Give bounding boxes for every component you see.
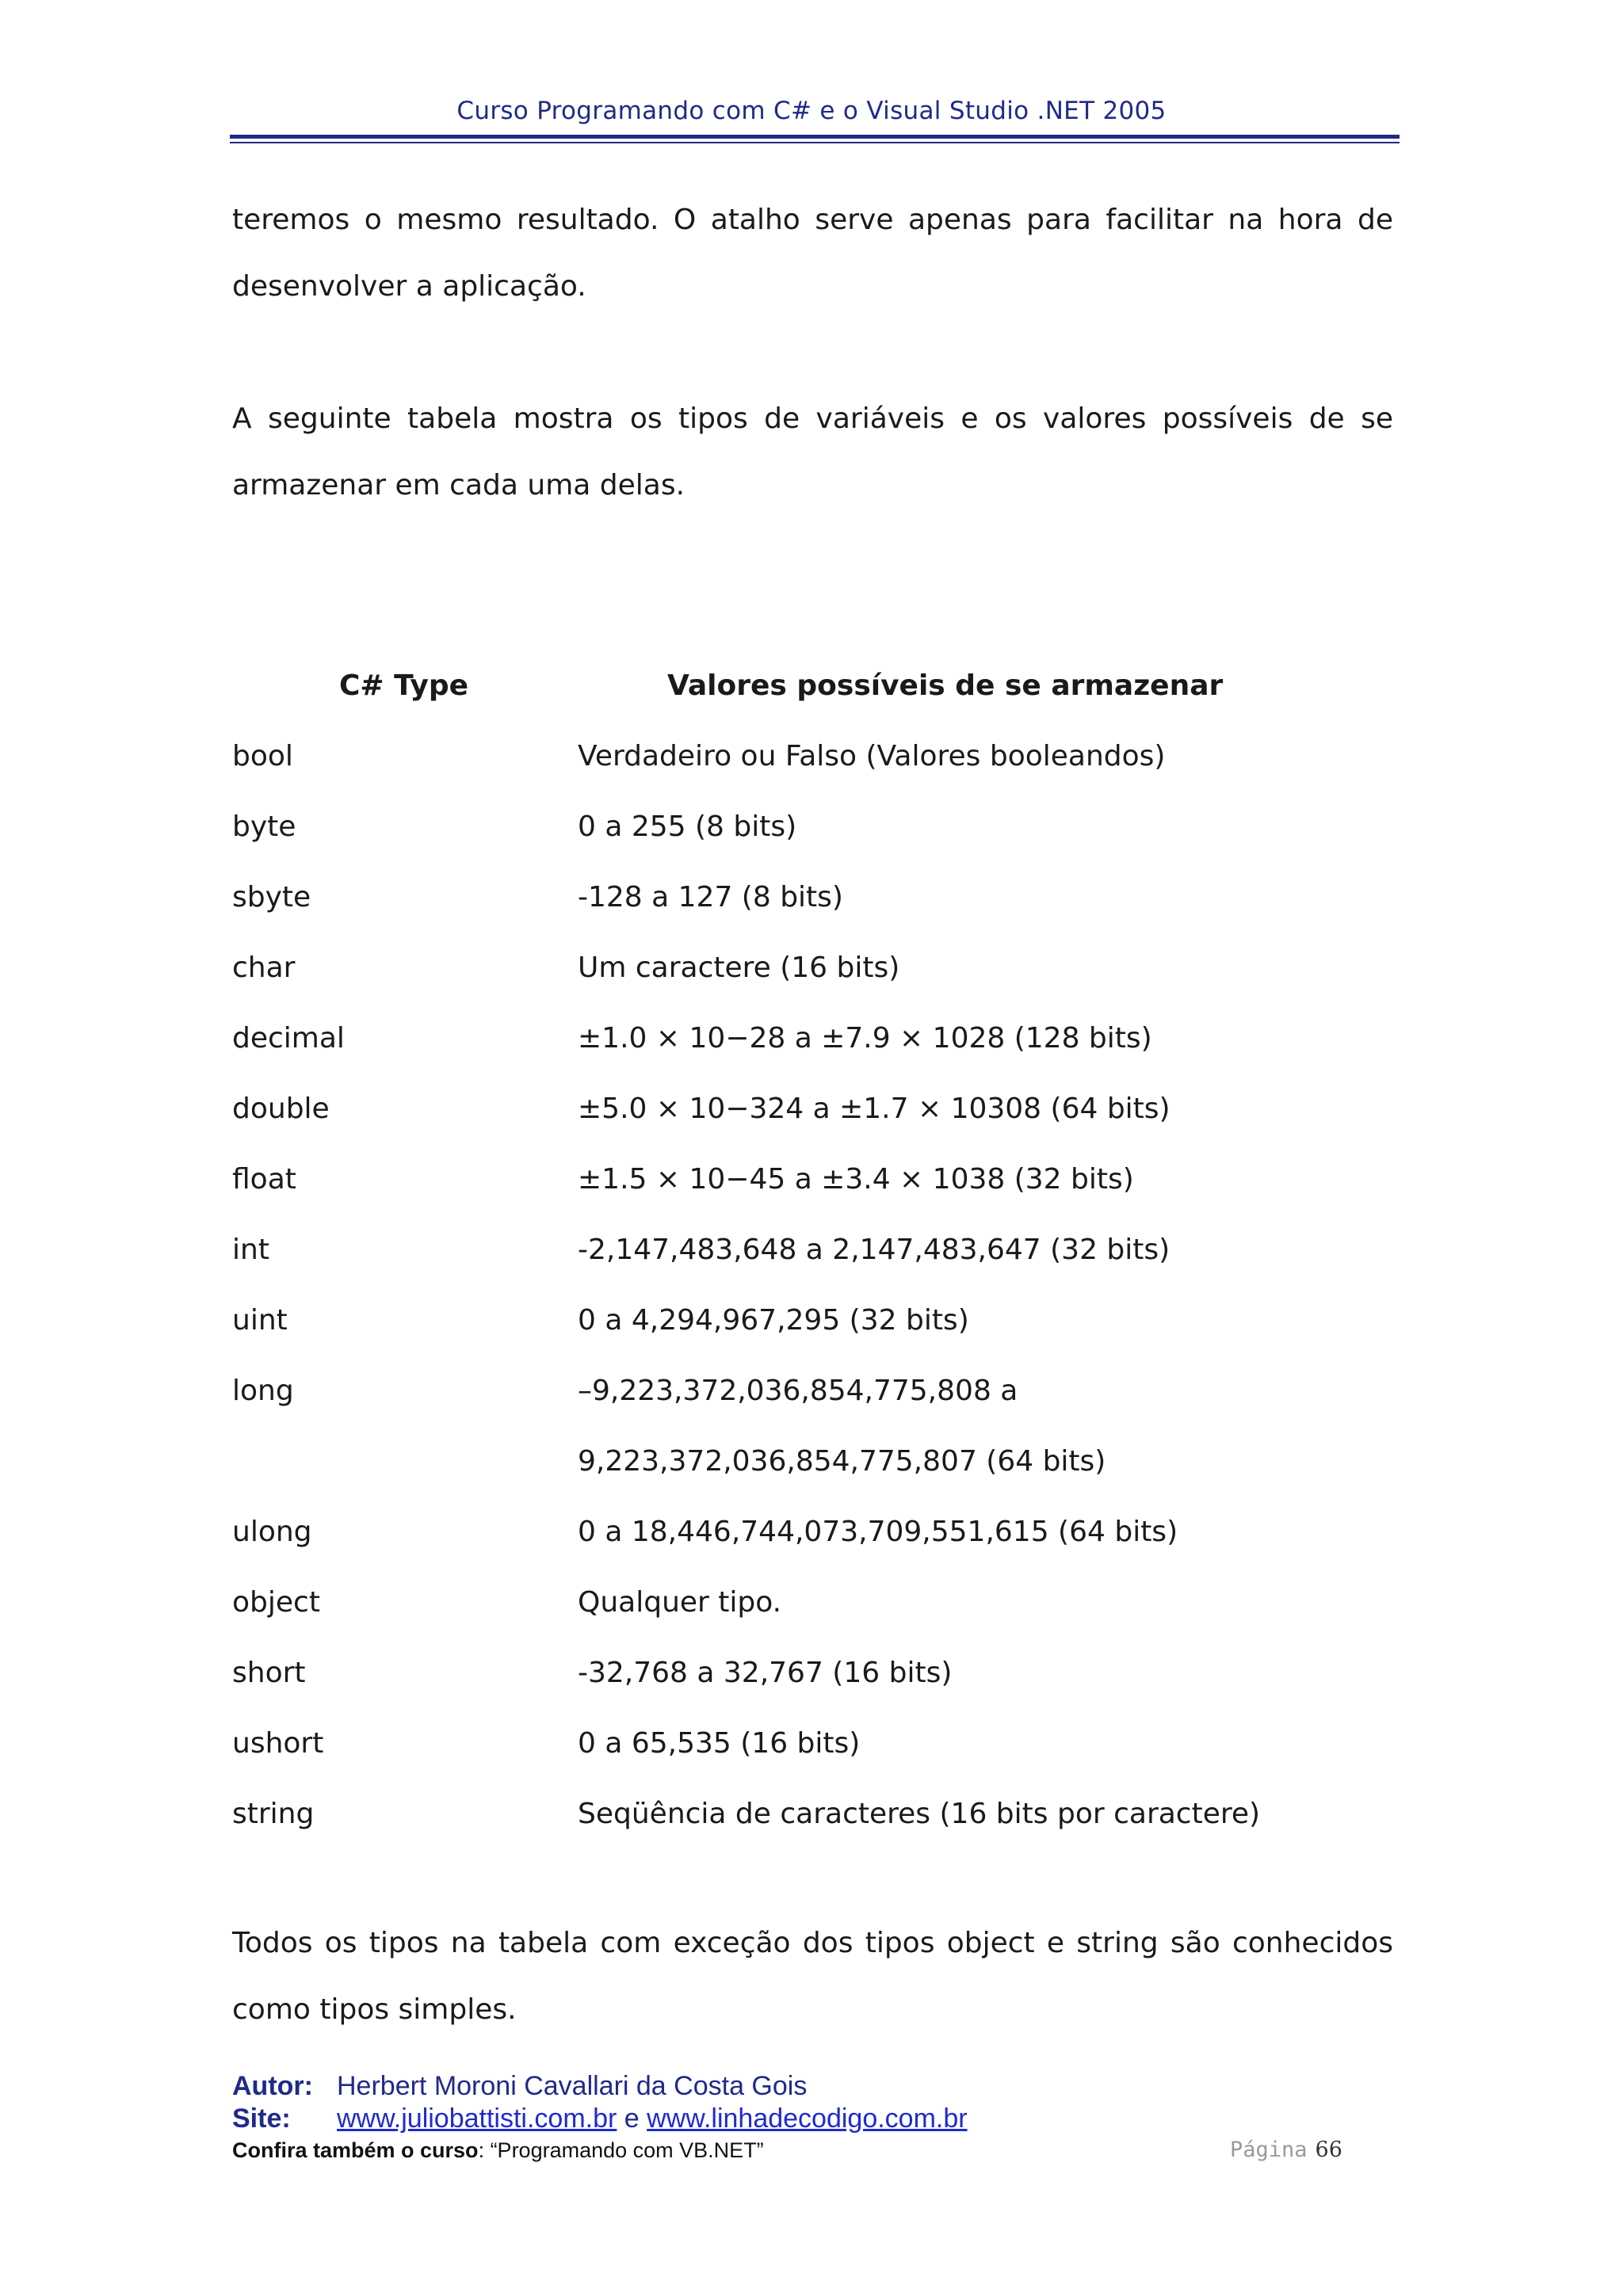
- cell-type-name: sbyte: [232, 881, 311, 913]
- table-row: [232, 1638, 1393, 1708]
- header-rule: [230, 135, 1400, 139]
- cell-value-range: 0 a 65,535 (16 bits): [578, 1727, 861, 1760]
- cell-type-name: string: [232, 1798, 315, 1830]
- author-label: Autor:: [232, 2071, 313, 2101]
- table-row: [232, 791, 1393, 862]
- body-paragraph-3: Todos os tipos na tabela com exceção dos tipos object e string são conhecidos como tipos simples.: [232, 1927, 1393, 2026]
- cell-type-name: long: [232, 1375, 294, 1407]
- table-row: [232, 1708, 1393, 1779]
- table-row: [232, 933, 1393, 1003]
- table-row: [232, 1215, 1393, 1285]
- site-label: Site:: [232, 2103, 291, 2134]
- cell-type-name: short: [232, 1657, 306, 1689]
- table-row: [232, 1567, 1393, 1638]
- cell-type-name: object: [232, 1586, 320, 1619]
- table-row: [232, 1497, 1393, 1567]
- cell-type-name: ushort: [232, 1727, 324, 1760]
- footer-site: [232, 2102, 968, 2135]
- site-link-linhadecodigo[interactable]: www.linhadecodigo.com.br: [647, 2103, 968, 2134]
- author-name: Herbert Moroni Cavallari da Costa Gois: [337, 2071, 808, 2101]
- table-row: [232, 1779, 1393, 1849]
- column-header-values: Valores possíveis de se armazenar: [667, 669, 1224, 702]
- course-note-label: Confira também o curso: [232, 2138, 479, 2162]
- cell-value-range: –9,223,372,036,854,775,808 a 9,223,372,036,854,775,807 (64 bits): [578, 1375, 1106, 1478]
- cell-type-name: uint: [232, 1304, 288, 1337]
- cell-value-range: 0 a 18,446,744,073,709,551,615 (64 bits): [578, 1516, 1178, 1548]
- body-paragraph-2: A seguinte tabela mostra os tipos de variáveis e os valores possíveis de se armazenar em cada uma delas.: [232, 402, 1393, 502]
- table-body: [232, 721, 1393, 1849]
- table-row: [232, 1356, 1393, 1497]
- course-note-text: : “Programando com VB.NET”: [478, 2138, 764, 2162]
- cell-type-name: char: [232, 952, 296, 984]
- header-rule-thin: [230, 142, 1400, 143]
- cell-type-name: double: [232, 1093, 330, 1125]
- cell-value-range: Um caractere (16 bits): [578, 952, 900, 984]
- table-row: [232, 721, 1393, 791]
- cell-value-range: ±1.0 × 10−28 a ±7.9 × 1028 (128 bits): [578, 1022, 1152, 1055]
- cell-value-range: -2,147,483,648 a 2,147,483,647 (32 bits): [578, 1234, 1170, 1266]
- cell-type-name: bool: [232, 740, 293, 772]
- column-header-type: C# Type: [339, 669, 469, 702]
- cell-value-range: -128 a 127 (8 bits): [578, 881, 843, 913]
- table-row: [232, 1144, 1393, 1215]
- cell-type-name: decimal: [232, 1022, 345, 1055]
- footer-course-note: [232, 2137, 764, 2164]
- cell-value-range: -32,768 a 32,767 (16 bits): [578, 1657, 953, 1689]
- cell-value-range: ±1.5 × 10−45 a ±3.4 × 1038 (32 bits): [578, 1163, 1134, 1196]
- running-header-title: Curso Programando com C# e o Visual Studio .NET 2005: [456, 97, 1167, 125]
- page-label: Página: [1230, 2138, 1308, 2162]
- cell-value-range: Qualquer tipo.: [578, 1586, 782, 1619]
- cell-value-range: Verdadeiro ou Falso (Valores booleandos): [578, 740, 1166, 772]
- table-row: [232, 1074, 1393, 1144]
- footer-author: [232, 2069, 807, 2103]
- cell-type-name: int: [232, 1234, 269, 1266]
- table-row: [232, 1003, 1393, 1074]
- cell-type-name: float: [232, 1163, 296, 1196]
- cell-value-range: 0 a 255 (8 bits): [578, 810, 797, 843]
- table-row: [232, 862, 1393, 933]
- table-row: [232, 1285, 1393, 1356]
- cell-type-name: byte: [232, 810, 296, 843]
- site-link-juliobattisti[interactable]: www.juliobattisti.com.br: [337, 2103, 617, 2134]
- site-separator: e: [617, 2103, 647, 2134]
- cell-value-range: 0 a 4,294,967,295 (32 bits): [578, 1304, 969, 1337]
- cell-type-name: ulong: [232, 1516, 312, 1548]
- cell-value-range: ±5.0 × 10−324 a ±1.7 × 10308 (64 bits): [578, 1093, 1170, 1125]
- cell-value-range: Seqüência de caracteres (16 bits por caractere): [578, 1798, 1261, 1830]
- body-paragraph-1: teremos o mesmo resultado. O atalho serve apenas para facilitar na hora de desenvolver a aplicação.: [232, 204, 1393, 303]
- page-number-value: 66: [1315, 2138, 1342, 2162]
- page-number: [1230, 2137, 1342, 2164]
